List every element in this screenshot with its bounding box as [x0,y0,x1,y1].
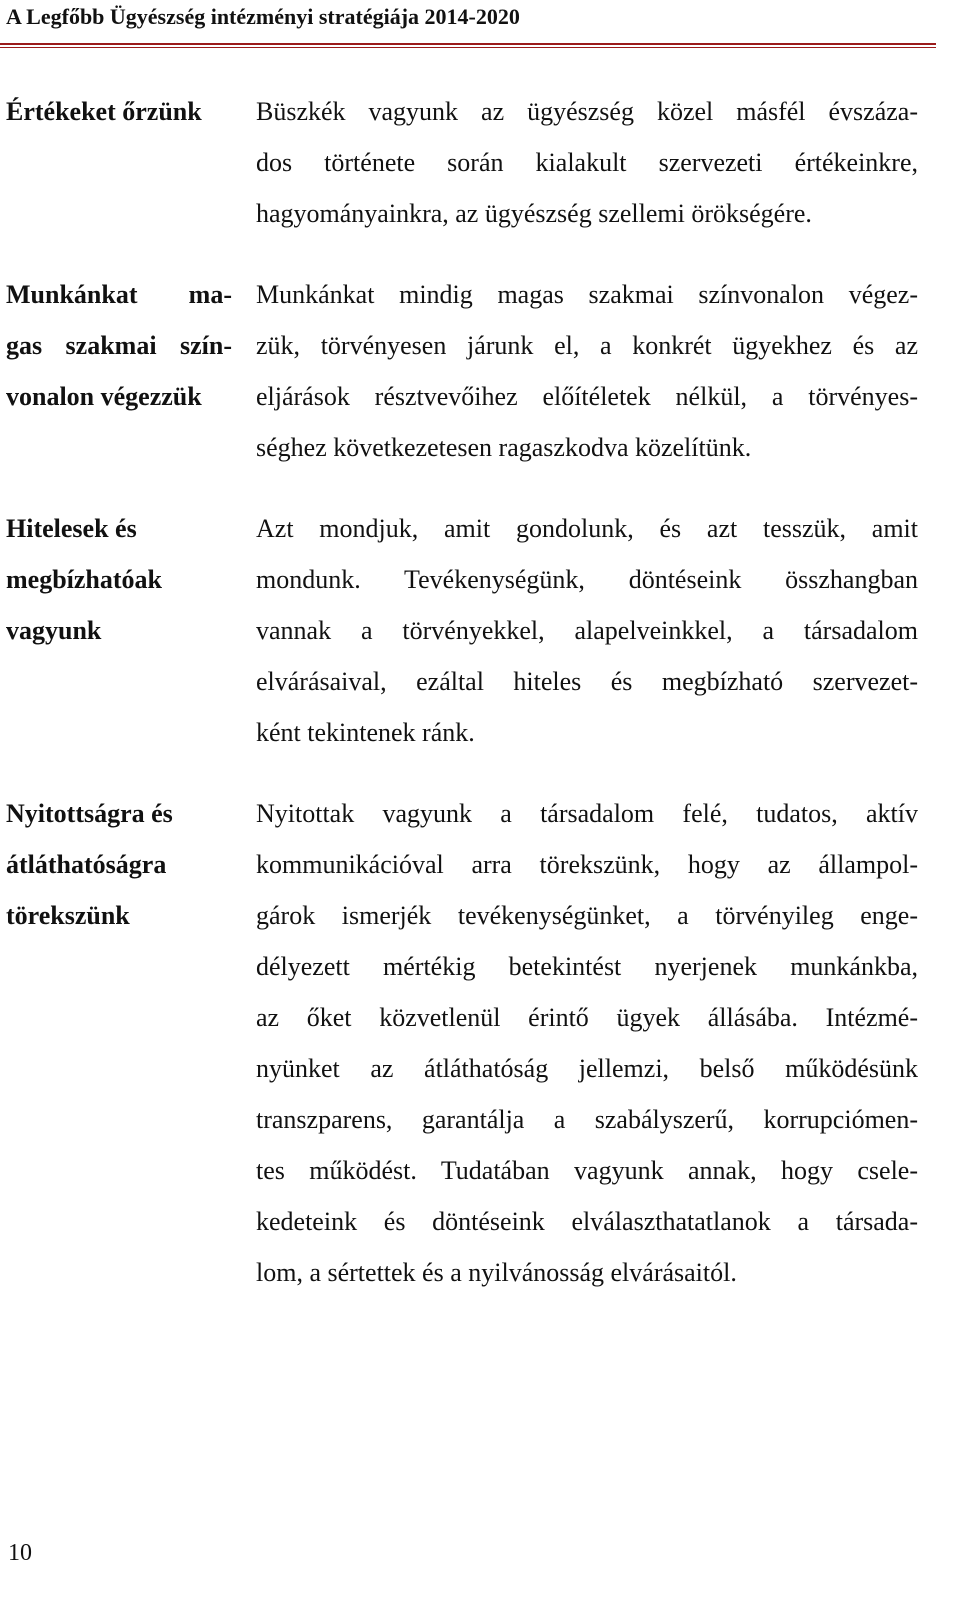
value-label-line: törekszünk [6,901,130,930]
value-label-line: átláthatóságra [6,850,167,879]
value-label-line: megbízhatóak [6,565,162,594]
value-description [256,269,918,473]
value-text-line: tes működést. Tudatában vagyunk annak, hogy csele- [256,1156,918,1185]
value-description [256,788,918,1298]
value-text-line: eljárások résztvevőihez előítéletek nélkül, a törvényes- [256,382,918,411]
value-label-line: Munkánkat ma- [6,280,232,309]
value-text-line: zük, törvényesen járunk el, a konkrét ügyekhez és az [256,331,918,360]
value-description [256,503,918,758]
value-text-line: ként tekintenek ránk. [256,718,475,747]
value-text-line: Büszkék vagyunk az ügyészség közel másfél évszáza- [256,97,918,126]
value-label-line: Értékeket őrzünk [6,97,202,126]
page-header-title: A Legfőbb Ügyészség intézményi stratégiája 2014-2020 [6,4,520,29]
value-text-line: séghez következetesen ragaszkodva közelítünk. [256,433,752,462]
value-text-line: kedeteink és döntéseink elválaszthatatlanok a társada- [256,1207,918,1236]
value-label-line: vonalon végezzük [6,382,202,411]
value-text-line: elvárásaival, ezáltal hiteles és megbízható szervezet- [256,667,918,696]
value-text-line: transzparens, garantálja a szabályszerű, korrupciómen- [256,1105,918,1134]
value-label [6,788,232,941]
value-label [6,503,232,656]
value-text-line: gárok ismerjék tevékenységünket, a törvényileg enge- [256,901,918,930]
value-label [6,269,232,422]
value-text-line: Munkánkat mindig magas szakmai színvonalon végez- [256,280,918,309]
value-text-line: mondunk. Tevékenységünk, döntéseink összhangban [256,565,918,594]
value-text-line: nyünket az átláthatóság jellemzi, belső működésünk [256,1054,918,1083]
page-number: 10 [8,1540,32,1566]
value-text-line: hagyományainkra, az ügyészség szellemi örökségére. [256,199,812,228]
value-description [256,86,918,239]
value-text-line: Azt mondjuk, amit gondolunk, és azt tesszük, amit [256,514,918,543]
value-text-line: az őket közvetlenül érintő ügyek állásába. Intézmé- [256,1003,918,1032]
value-text-line: vannak a törvényekkel, alapelveinkkel, a társadalom [256,616,918,645]
value-label [6,86,232,137]
value-text-line: Nyitottak vagyunk a társadalom felé, tudatos, aktív [256,799,918,828]
value-text-line: délyezett mértékig betekintést nyerjenek munkánkba, [256,952,918,981]
value-label-line: vagyunk [6,616,102,645]
value-label-line: Nyitottságra és [6,799,173,828]
value-label-line: Hitelesek és [6,514,137,543]
value-text-line: lom, a sértettek és a nyilvánosság elvárásaitól. [256,1258,737,1287]
header-divider [0,43,936,48]
value-label-line: gas szakmai szín- [6,331,232,360]
value-text-line: dos története során kialakult szervezeti értékeinkre, [256,148,918,177]
value-text-line: kommunikációval arra törekszünk, hogy az állampol- [256,850,918,879]
